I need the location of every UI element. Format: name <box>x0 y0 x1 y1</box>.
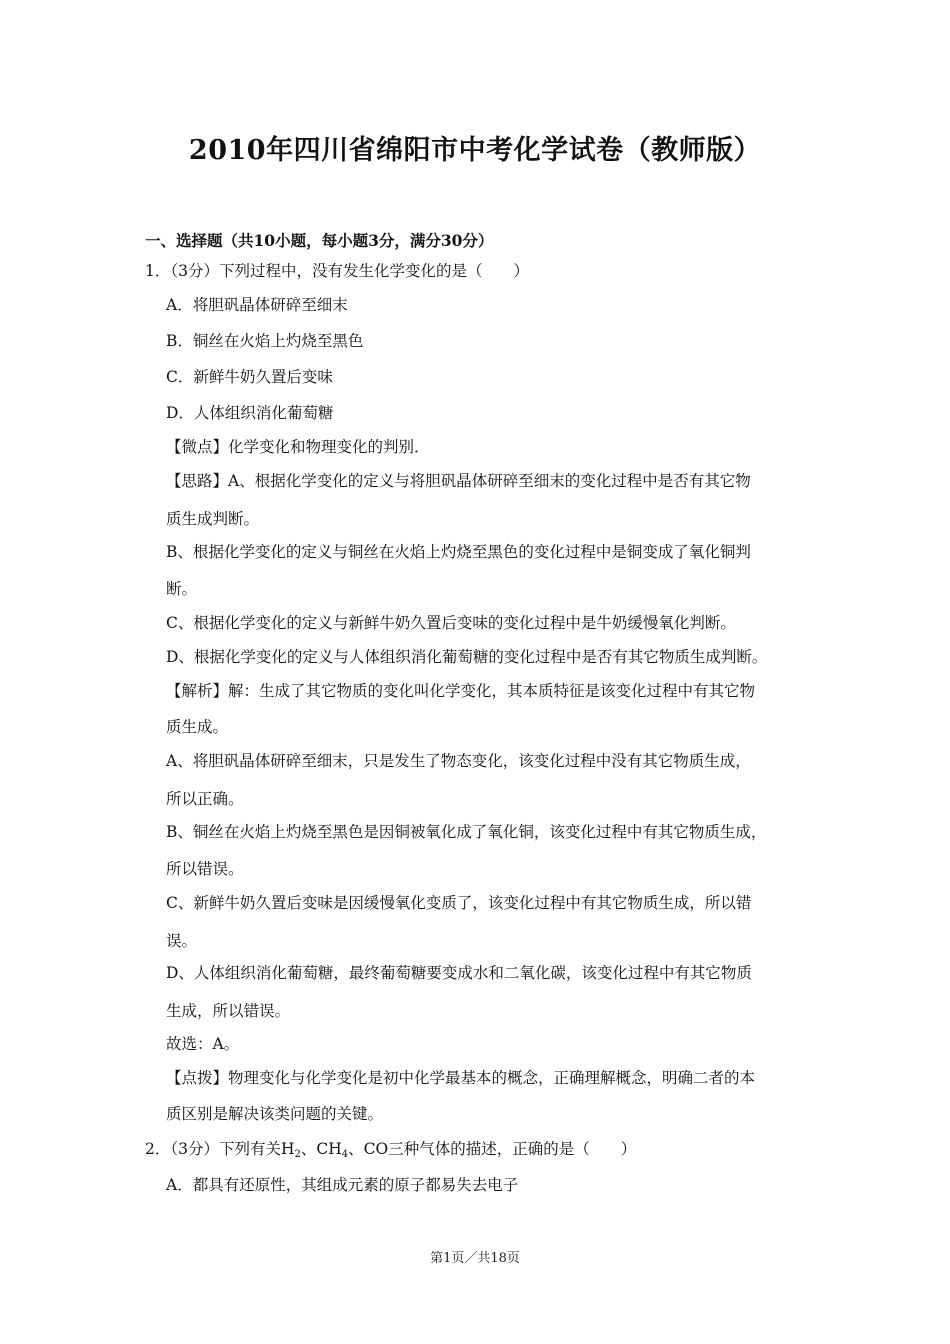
dianbo-line: 【点拨】物理变化与化学变化是初中化学最基本的概念，正确理解概念，明确二者的本 <box>166 1069 756 1087</box>
jiexi-line: 所以正确。 <box>166 790 244 808</box>
silu-line: 断。 <box>166 580 198 598</box>
weidian-line: 【微点】化学变化和物理变化的判别． <box>166 438 430 456</box>
silu-line: B、根据化学变化的定义与铜丝在火焰上灼烧至黑色的变化过程中是铜变成了氧化铜判 <box>166 543 751 561</box>
question-2-option-a: A．都具有还原性，其组成元素的原子都易失去电子 <box>166 1176 519 1194</box>
silu-line: C、根据化学变化的定义与新鲜牛奶久置后变味的变化过程中是牛奶缓慢氧化判断。 <box>166 614 736 632</box>
question-1-option-a: A．将胆矾晶体研碎至细末 <box>166 296 348 314</box>
dianbo-line: 质区别是解决该类问题的关键。 <box>166 1105 384 1123</box>
jiexi-line: C、新鲜牛奶久置后变味是因缓慢氧化变质了，该变化过程中有其它物质生成，所以错 <box>166 894 752 912</box>
jiexi-line: 【解析】解：生成了其它物质的变化叫化学变化，其本质特征是该变化过程中有其它物 <box>166 682 756 700</box>
jiexi-line: D、人体组织消化葡萄糖，最终葡萄糖要变成水和二氧化碳，该变化过程中有其它物质 <box>166 964 752 982</box>
jiexi-line: 误。 <box>166 932 198 950</box>
silu-line: 质生成判断。 <box>166 510 260 528</box>
page-footer: 第1页／共18页 <box>430 1251 520 1266</box>
question-1-stem: 1．（3分）下列过程中，没有发生化学变化的是（ ） <box>145 262 529 280</box>
question-2-stem: 2．（3分）下列有关$H_2$、$CH_4$、CO三种气体的描述，正确的是（ ） <box>145 1140 637 1160</box>
question-1-option-d: D．人体组织消化葡萄糖 <box>166 404 334 422</box>
jiexi-line: A、将胆矾晶体研碎至细末，只是发生了物态变化，该变化过程中没有其它物质生成， <box>166 752 751 770</box>
jiexi-line: 生成，所以错误。 <box>166 1002 291 1020</box>
silu-line: D、根据化学变化的定义与人体组织消化葡萄糖的变化过程中是否有其它物质生成判断。 <box>166 648 768 666</box>
question-1-option-b: B．铜丝在火焰上灼烧至黑色 <box>166 332 364 350</box>
section-heading: 一、选择题（共10小题，每小题3分，满分30分） <box>145 231 494 250</box>
answer-line: 故选：A。 <box>166 1035 240 1053</box>
jiexi-line: 质生成。 <box>166 718 229 736</box>
page-title: 2010年四川省绵阳市中考化学试卷（教师版） <box>188 135 762 166</box>
jiexi-line: B、铜丝在火焰上灼烧至黑色是因铜被氧化成了氧化铜，该变化过程中有其它物质生成， <box>166 823 767 841</box>
question-1-option-c: C．新鲜牛奶久置后变味 <box>166 368 333 386</box>
silu-line: 【思路】A、根据化学变化的定义与将胆矾晶体研碎至细末的变化过程中是否有其它物 <box>166 472 751 490</box>
jiexi-line: 所以错误。 <box>166 860 244 878</box>
